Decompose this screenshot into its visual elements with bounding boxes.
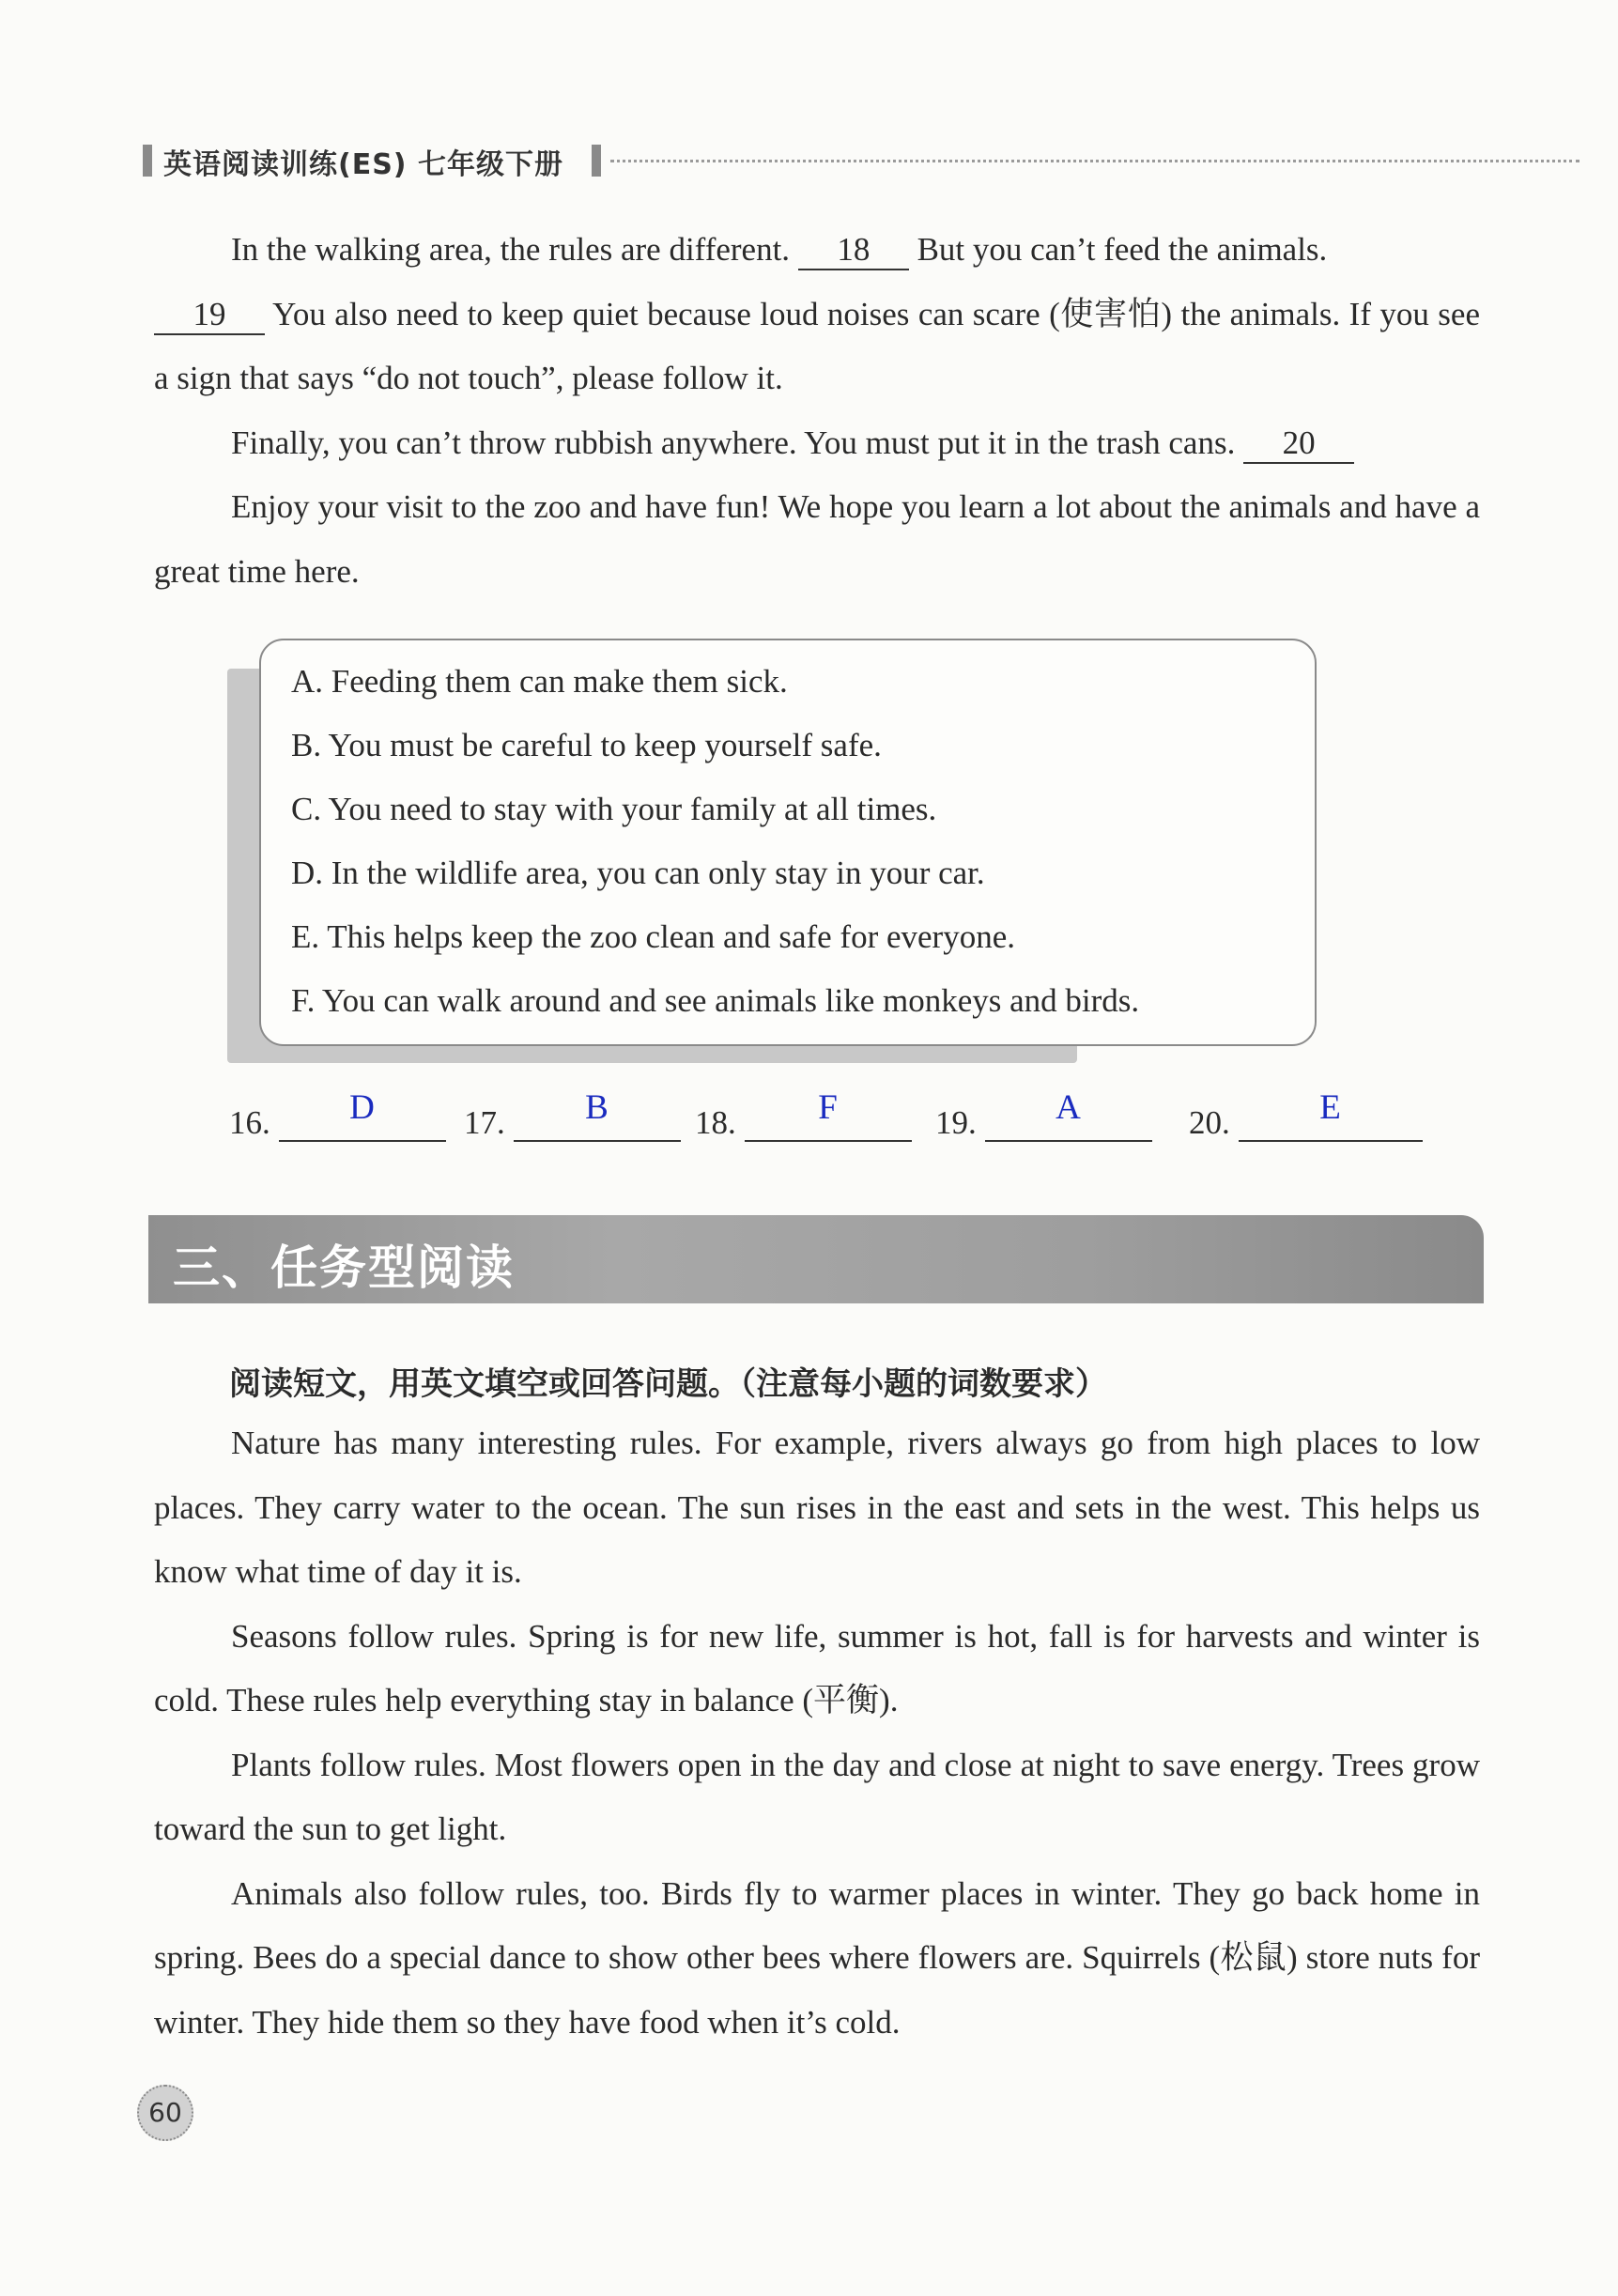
- answer-number: 16.: [229, 1104, 270, 1141]
- section-instruction: 阅读短文，用英文填空或回答问题。（注意每小题的词数要求）: [229, 1365, 1107, 1403]
- blank-number: 19: [193, 295, 226, 332]
- paragraph-animals: Animals also follow rules, too. Birds fly to warmer places in winter. They go back home in spring. Bees do a special dance to show other bees where flowers are. Squirrels (松鼠) store nuts for winter. They hide them so they have food when it’s cold.: [154, 1874, 1480, 2041]
- answer-number: 19.: [935, 1104, 977, 1141]
- options-list: [291, 650, 1139, 1033]
- answer-number: 18.: [695, 1104, 736, 1141]
- option-d: D. In the wildlife area, you can only stay in your car.: [291, 855, 985, 891]
- page-header: [143, 141, 1579, 182]
- answer-number: 20.: [1189, 1104, 1230, 1141]
- passage-nature-rules: [154, 1411, 1480, 2055]
- blank-number: 20: [1282, 424, 1316, 461]
- answer-line: [514, 1087, 681, 1142]
- answer-line: [745, 1087, 912, 1142]
- sentence: Enjoy your visit to the zoo and have fun! We hope you learn a lot about the animals and have a great time here.: [154, 488, 1480, 590]
- option-c: C. You need to stay with your family at all times.: [291, 791, 937, 827]
- header-title: 英语阅读训练(ES) 七年级下册: [163, 148, 563, 181]
- passage-zoo: [154, 218, 1480, 604]
- answer-value: F: [818, 1088, 838, 1127]
- answer-line: [279, 1087, 446, 1142]
- paragraph-enjoy: [154, 475, 1480, 604]
- paragraph-rubbish: [154, 411, 1480, 476]
- header-dotted-rule: [610, 160, 1579, 162]
- paragraph-plants: Plants follow rules. Most flowers open in the day and close at night to save energy. Trees grow toward the sun to get light.: [154, 1746, 1480, 1847]
- sentence: Finally, you can’t throw rubbish anywhere. You must put it in the trash cans.: [231, 424, 1236, 461]
- answer-16: [229, 1087, 446, 1142]
- paragraph-walking-area: [154, 218, 1480, 283]
- blank-19: [154, 296, 265, 335]
- header-bar-right: [592, 145, 601, 177]
- blank-20: [1243, 424, 1354, 464]
- option-f: F. You can walk around and see animals like monkeys and birds.: [291, 982, 1140, 1019]
- section-title: 三、任务型阅读: [173, 1240, 515, 1295]
- answer-row: [229, 1087, 1450, 1144]
- paragraph-nature: Nature has many interesting rules. For example, rivers always go from high places to low places. They carry water to the ocean. The sun rises in the east and sets in the west. This helps us know what time of day it is.: [154, 1425, 1480, 1590]
- answer-19: [935, 1087, 1152, 1142]
- option-a: A. Feeding them can make them sick.: [291, 663, 788, 700]
- paragraph-quiet: [154, 283, 1480, 411]
- sentence: In the walking area, the rules are different.: [231, 231, 791, 268]
- option-b: B. You must be careful to keep yourself safe.: [291, 727, 882, 763]
- answer-number: 17.: [464, 1104, 505, 1141]
- blank-number: 18: [837, 231, 871, 268]
- answer-value: E: [1319, 1088, 1341, 1127]
- answer-18: [695, 1087, 912, 1142]
- answer-value: A: [1056, 1088, 1081, 1127]
- answer-17: [464, 1087, 681, 1142]
- option-e: E. This helps keep the zoo clean and safe for everyone.: [291, 918, 1015, 955]
- sentence: You also need to keep quiet because loud noises can scare (使害怕) the animals. If you see a sign that says “do not touch”, please follow it.: [154, 295, 1480, 396]
- sentence: But you can’t feed the animals.: [917, 231, 1328, 268]
- paragraph-seasons: Seasons follow rules. Spring is for new life, summer is hot, fall is for harvests and winter is cold. These rules help everything stay in balance (平衡).: [154, 1617, 1480, 1718]
- answer-20: [1189, 1087, 1423, 1142]
- answer-value: B: [585, 1088, 609, 1127]
- page-number: 60: [137, 2085, 193, 2141]
- header-bar-left: [143, 145, 152, 177]
- section-banner: [148, 1215, 1484, 1303]
- blank-18: [798, 231, 909, 270]
- answer-value: D: [349, 1088, 375, 1127]
- answer-line: [985, 1087, 1152, 1142]
- answer-line: [1239, 1087, 1423, 1142]
- options-box: [259, 639, 1317, 1046]
